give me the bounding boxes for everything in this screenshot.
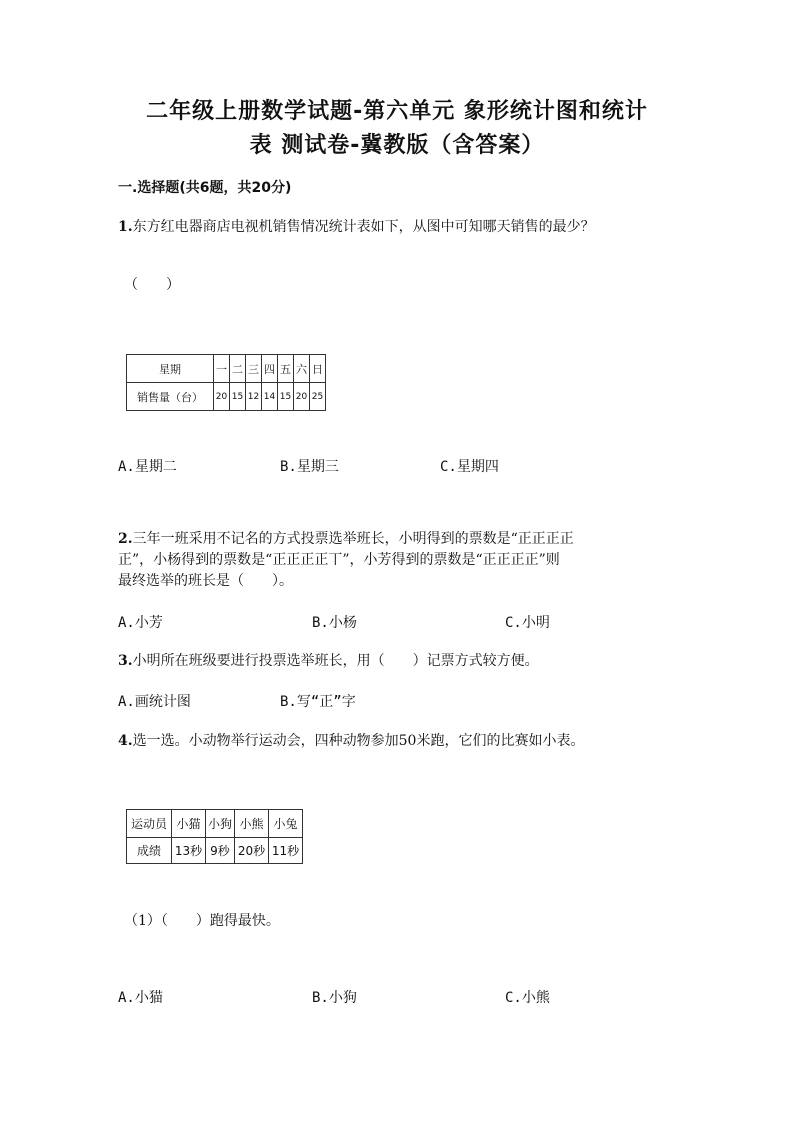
option-c[interactable]: C.小明	[505, 615, 550, 631]
question-2	[118, 529, 678, 592]
table-cell: 11秒	[269, 838, 303, 864]
answer-blank: （ ）	[124, 277, 180, 293]
page-title-line1: 二年级上册数学试题-第六单元 象形统计图和统计	[146, 99, 648, 124]
sub-question-1: （1）（ ）跑得最快。	[124, 913, 280, 929]
table-cell: 六	[294, 355, 310, 383]
table-cell: 15	[278, 383, 294, 411]
table-cell: 25	[310, 383, 326, 411]
table-cell: 小狗	[206, 810, 235, 838]
table-cell: 14	[262, 383, 278, 411]
question-text: 选一选。小动物举行运动会，四种动物参加50米跑，它们的比赛如小表。	[132, 733, 585, 749]
option-a[interactable]: A.小猫	[118, 990, 163, 1006]
table-cell: 日	[310, 355, 326, 383]
question-number: 1.	[118, 219, 133, 235]
question-1	[118, 217, 678, 238]
table-cell: 12	[246, 383, 262, 411]
option-a[interactable]: A.画统计图	[118, 694, 191, 710]
option-b[interactable]: B.小杨	[312, 615, 357, 631]
option-b[interactable]: B.小狗	[312, 990, 357, 1006]
section-heading: 一.选择题(共6题，共20分)	[118, 180, 292, 196]
table-cell: 15	[230, 383, 246, 411]
option-b[interactable]: B.写“正”字	[280, 694, 356, 710]
option-a[interactable]: A.小芳	[118, 615, 163, 631]
question-text-line: 最终选举的班长是（ ）。	[118, 573, 293, 589]
table-cell: 13秒	[172, 838, 206, 864]
table-cell: 9秒	[206, 838, 235, 864]
table-cell: 小兔	[269, 810, 303, 838]
table-cell: 小猫	[172, 810, 206, 838]
table-row	[127, 838, 303, 864]
question-number: 2.	[118, 531, 133, 547]
table-header-row	[127, 355, 326, 383]
option-a[interactable]: A.星期二	[118, 459, 177, 475]
question-3	[118, 651, 678, 672]
table-row	[127, 383, 326, 411]
table-cell: 运动员	[127, 810, 172, 838]
question-text-line: 正”，小杨得到的票数是“正正正正丅”，小芳得到的票数是“正正正正”则	[118, 552, 560, 568]
table-header-row	[127, 810, 303, 838]
table-cell: 20	[294, 383, 310, 411]
question-text-line: 三年一班采用不记名的方式投票选举班长，小明得到的票数是“正正正正	[132, 531, 574, 547]
question-text: 东方红电器商店电视机销售情况统计表如下，从图中可知哪天销售的最少？	[132, 219, 595, 235]
question-number: 4.	[118, 733, 133, 749]
table-cell: 星期	[127, 355, 214, 383]
race-table	[126, 809, 303, 864]
option-c[interactable]: C.星期四	[440, 459, 499, 475]
option-b[interactable]: B.星期三	[280, 459, 339, 475]
table-cell: 销售量（台）	[127, 383, 214, 411]
table-cell: 一	[214, 355, 230, 383]
page-title-line2: 表 测试卷-冀教版（含答案）	[249, 133, 545, 158]
question-4	[118, 731, 678, 752]
table-cell: 四	[262, 355, 278, 383]
table-cell: 20	[214, 383, 230, 411]
table-cell: 20秒	[235, 838, 269, 864]
table-cell: 二	[230, 355, 246, 383]
table-cell: 三	[246, 355, 262, 383]
question-text: 小明所在班级要进行投票选举班长，用（ ）记票方式较方便。	[132, 653, 539, 669]
table-cell: 五	[278, 355, 294, 383]
question-number: 3.	[118, 653, 133, 669]
table-cell: 小熊	[235, 810, 269, 838]
sales-table	[126, 354, 326, 411]
table-cell: 成绩	[127, 838, 172, 864]
option-c[interactable]: C.小熊	[505, 990, 550, 1006]
